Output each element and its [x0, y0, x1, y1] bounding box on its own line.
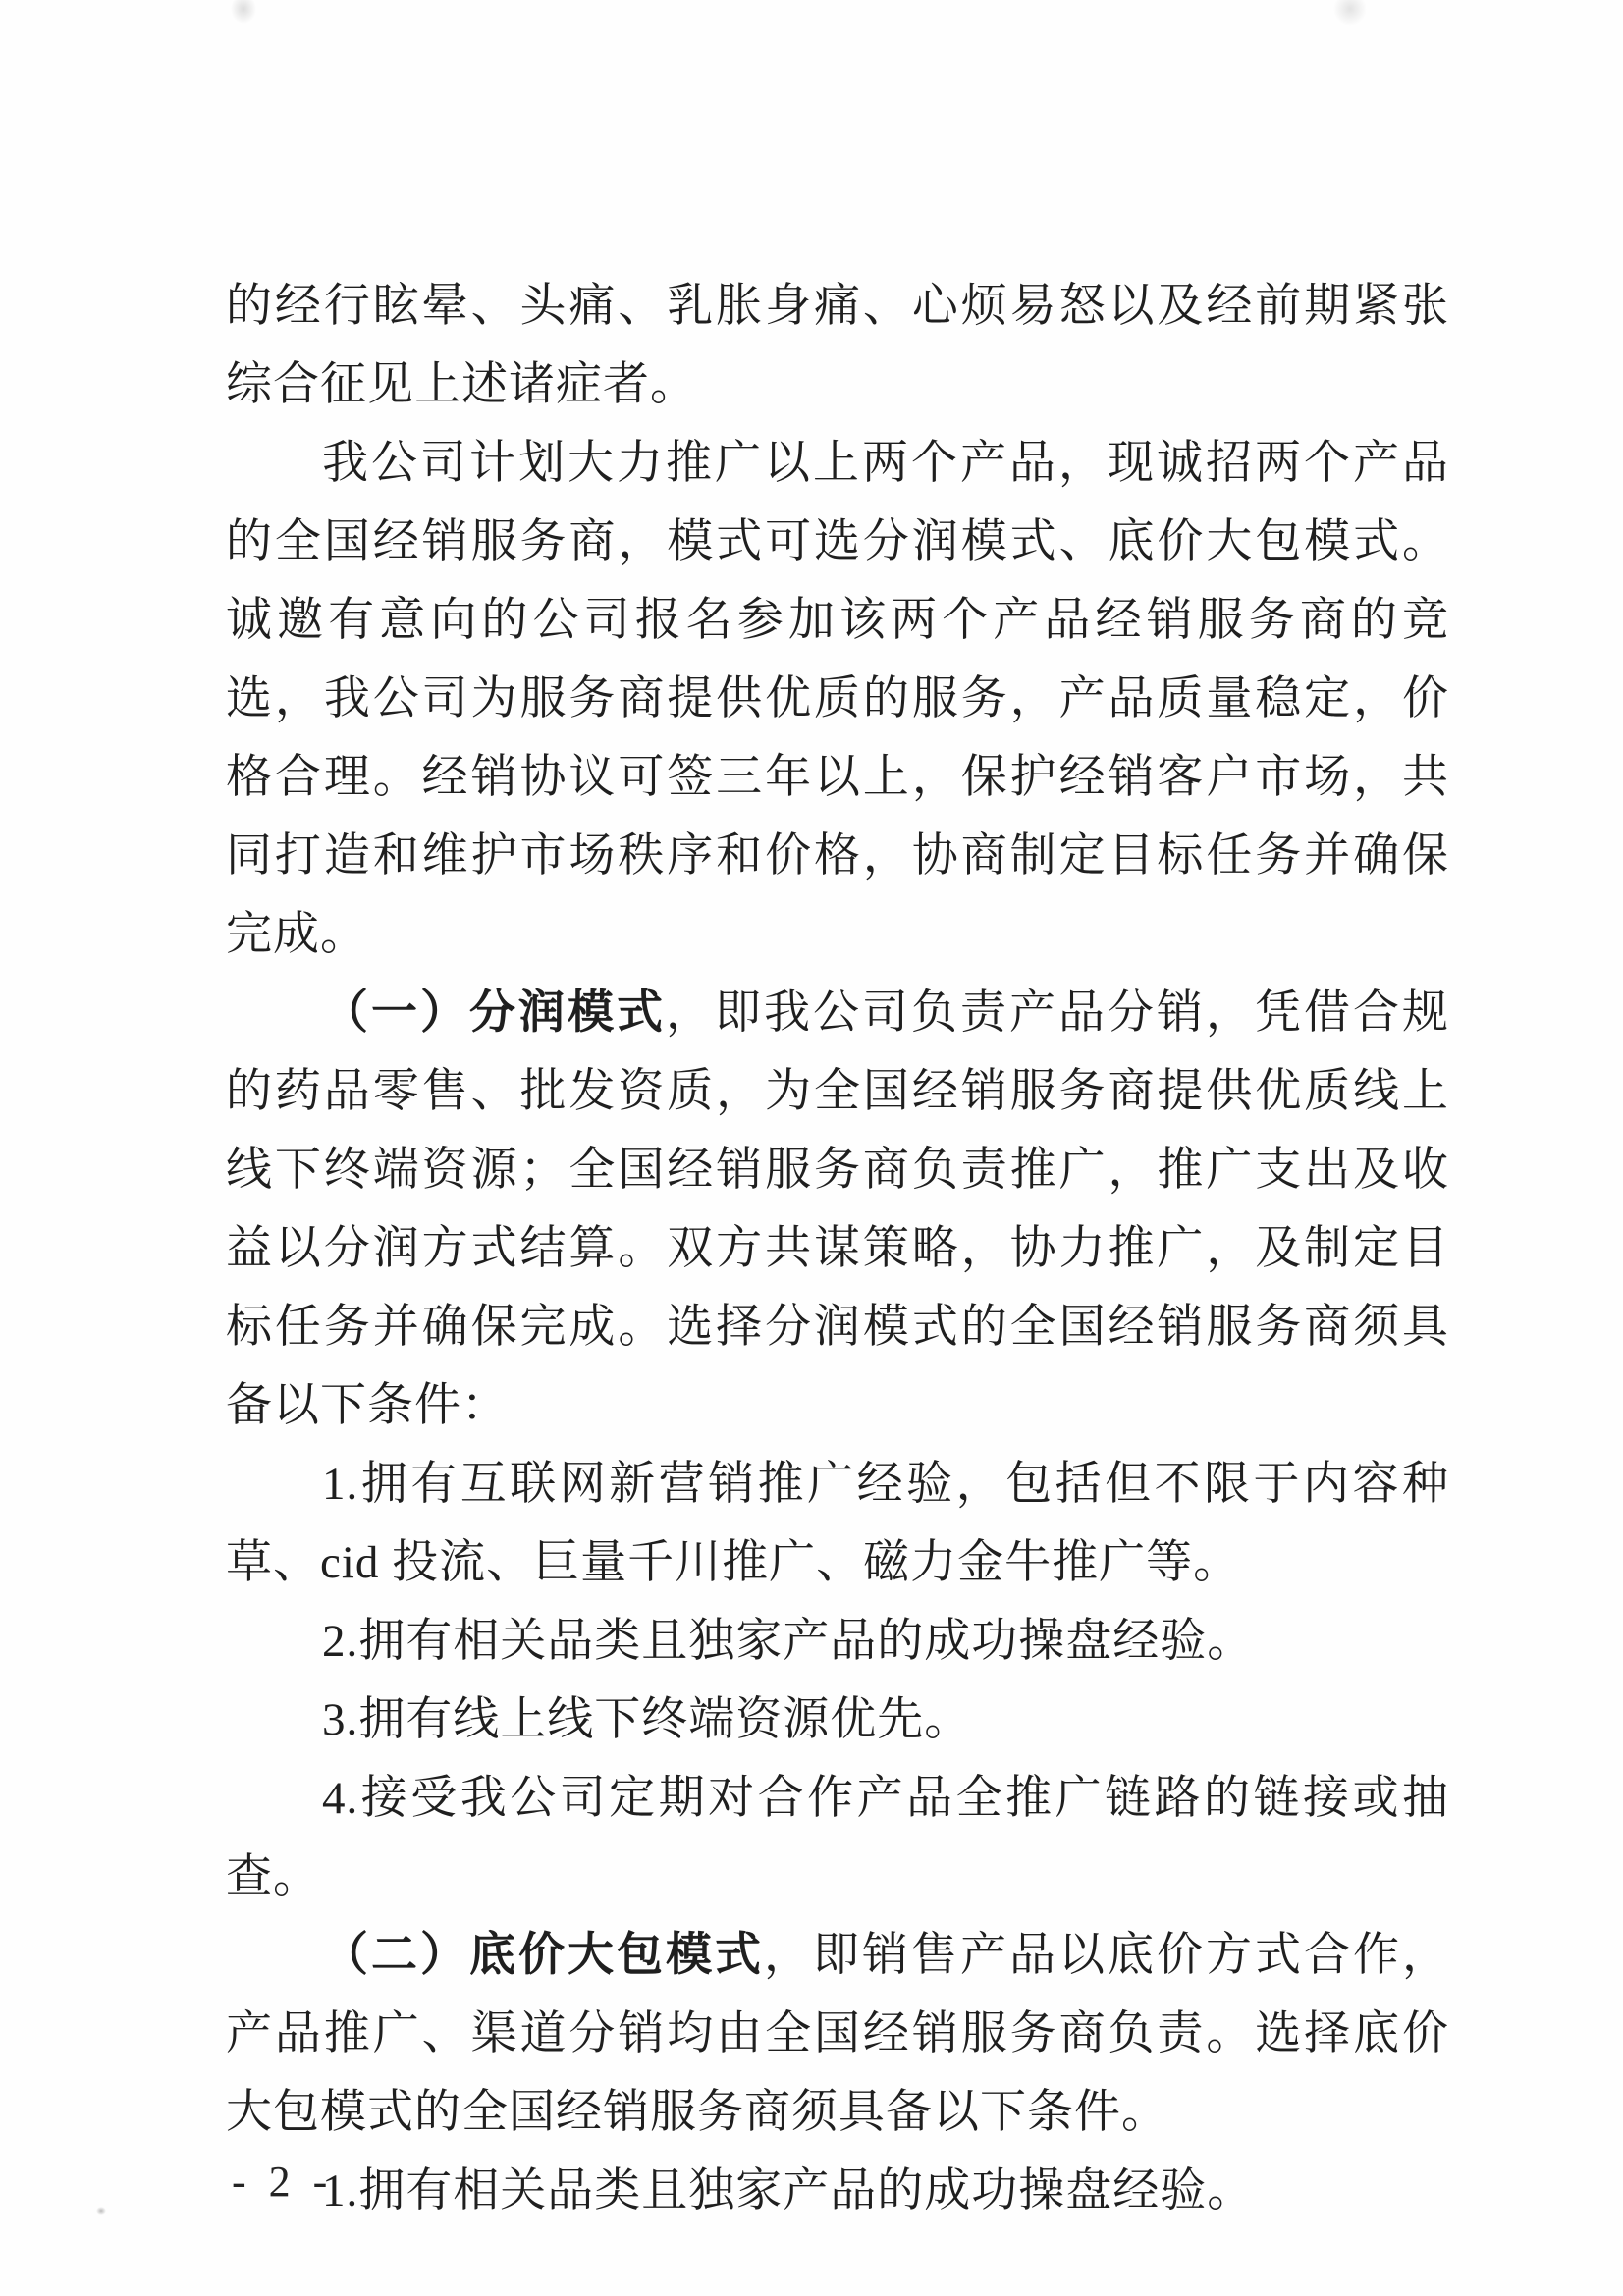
list-item-1 — [226, 1445, 1449, 1602]
paragraph-text: 1.拥有互联网新营销推广经验，包括但不限于内容种草、cid 投流、巨量千川推广、磁力金牛推广等。 — [226, 1459, 1449, 1588]
list-item-3 — [226, 1681, 1449, 1759]
list-item-4 — [226, 1759, 1449, 1916]
paragraph-text: 3.拥有线上线下终端资源优先。 — [322, 1694, 972, 1745]
paragraph-text: ，即我公司负责产品分销，凭借合规的药品零售、批发资质，为全国经销服务商提供优质线上线下终端资源；全国经销服务商负责推广，推广支出及收益以分润方式结算。双方共谋策略，协力推广，及制定目标任务并确保完成。选择分润模式的全国经销服务商须具备以下条件： — [226, 988, 1449, 1431]
paragraph-text: 2.拥有相关品类且独家产品的成功操盘经验。 — [322, 1616, 1255, 1667]
paragraph-text: 1.拥有相关品类且独家产品的成功操盘经验。 — [322, 2165, 1255, 2216]
list-item-2 — [226, 1602, 1449, 1681]
paragraph-text: 4.接受我公司定期对合作产品全推广链路的链接或抽查。 — [226, 1773, 1449, 1902]
scan-speck — [96, 2207, 106, 2215]
paragraph-text: ，即销售产品以底价方式合作，产品推广、渠道分销均由全国经销服务商负责。选择底价大包模式的全国经销服务商须具备以下条件。 — [226, 1930, 1449, 2138]
list-item-1-mode-2 — [226, 2152, 1449, 2230]
paragraph-continuation — [226, 267, 1449, 424]
paragraph-mode-2 — [226, 1916, 1449, 2152]
section-heading-profit-share-mode: （一）分润模式 — [322, 988, 666, 1039]
page-number: - 2 - — [232, 2158, 334, 2206]
document-body — [226, 267, 1449, 2230]
section-heading-floor-price-mode: （二）底价大包模式 — [322, 1930, 764, 1981]
paragraph-intro — [226, 424, 1449, 974]
paragraph-text: 我公司计划大力推广以上两个产品，现诚招两个产品的全国经销服务商，模式可选分润模式、底价大包模式。诚邀有意向的公司报名参加该两个产品经销服务商的竞选，我公司为服务商提供优质的服务，产品质量稳定，价格合理。经销协议可签三年以上，保护经销客户市场，共同打造和维护市场秩序和价格，协商制定目标任务并确保完成。 — [226, 438, 1449, 960]
paragraph-text: 的经行眩晕、头痛、乳胀身痛、心烦易怒以及经前期紧张综合征见上述诸症者。 — [226, 281, 1449, 410]
paragraph-mode-1 — [226, 974, 1449, 1445]
